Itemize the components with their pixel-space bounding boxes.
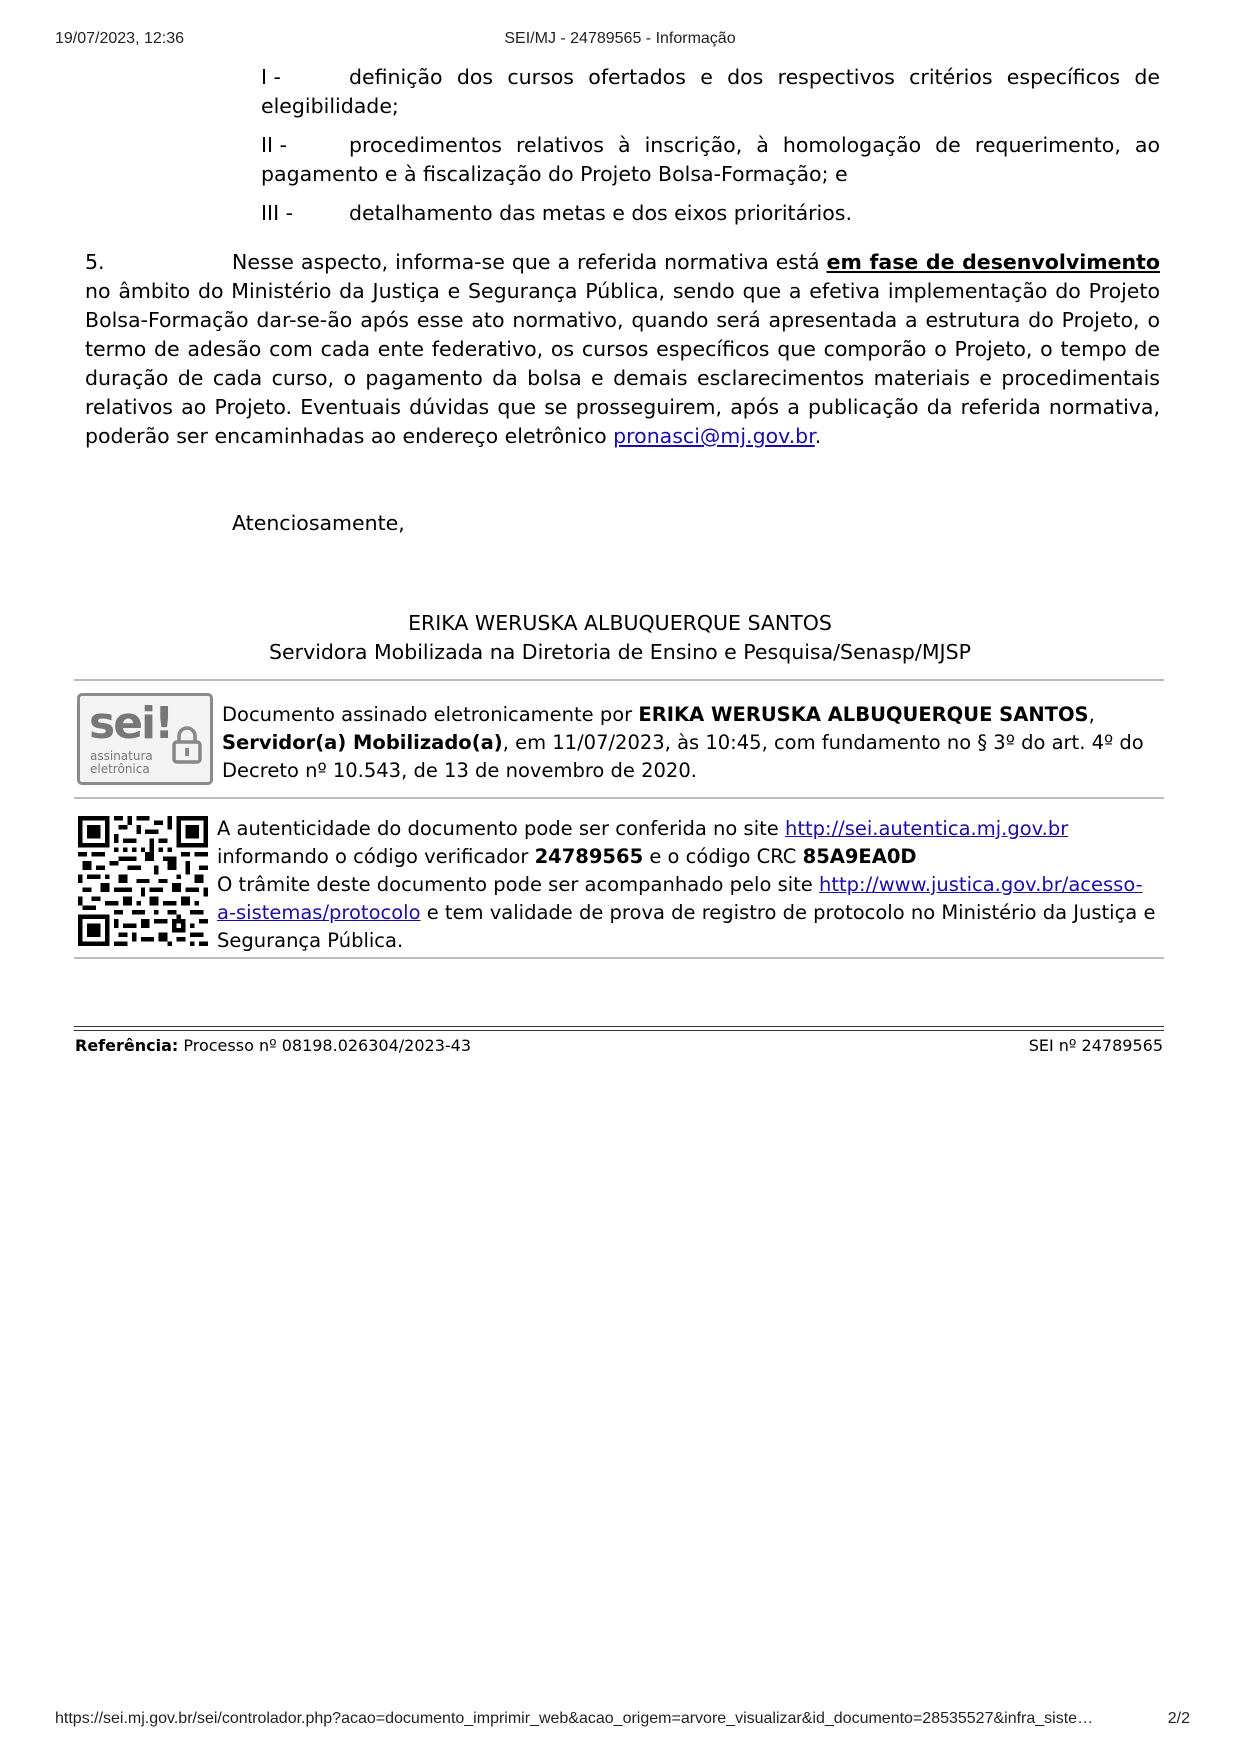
signature-text-part: , — [1088, 703, 1095, 726]
qr-code-icon — [78, 816, 208, 946]
sei-logo-caption — [90, 750, 153, 776]
list-item — [261, 63, 1160, 121]
reference-rule — [74, 1030, 1164, 1031]
divider — [74, 797, 1164, 799]
auth-text — [217, 815, 1161, 955]
print-datetime: 19/07/2023, 12:36 — [55, 30, 185, 47]
sei-logo: sei! — [89, 698, 173, 749]
signer-role: Servidora Mobilizada na Diretoria de Ensino e Pesquisa/Senasp/MJSP — [269, 640, 971, 664]
paragraph-number: 5. — [85, 250, 105, 274]
auth-text-part: e tem validade de prova de registro de protocolo no Ministério da Justiça e Segurança Pública. — [217, 901, 1156, 952]
divider — [74, 679, 1164, 681]
protocol-line — [217, 871, 1161, 955]
sei-number: SEI nº 24789565 — [1028, 1036, 1163, 1055]
list-item — [261, 199, 1160, 228]
reference-rule — [74, 1026, 1164, 1027]
verifier-code: 24789565 — [534, 845, 644, 868]
closing: Atenciosamente, — [232, 511, 405, 535]
sei-caption-line: eletrônica — [90, 762, 150, 776]
signature-text-part: , em 11/07/2023, às 10:45, com fundamento no § 3º do art. 4º do Decreto nº 10.543, de 13 de novembro de 2020. — [222, 731, 1144, 782]
sei-caption-line: assinatura — [90, 749, 153, 763]
item-text: procedimentos relativos à inscrição, à homologação de requerimento, ao pagamento e à fiscalização do Projeto Bolsa-Formação; e — [261, 133, 1160, 186]
item-number: I - — [261, 65, 281, 89]
auth-site-link[interactable]: http://sei.autentica.mj.gov.br — [784, 817, 1069, 840]
item-number: III - — [261, 201, 294, 225]
list-item — [261, 131, 1160, 189]
signer-name: ERIKA WERUSKA ALBUQUERQUE SANTOS — [408, 611, 832, 635]
reference-label: Referência: — [75, 1036, 179, 1055]
paragraph-text: Nesse aspecto, informa-se que a referida normativa está — [232, 250, 827, 274]
auth-text-part: O trâmite deste documento pode ser acompanhado pelo site — [217, 873, 819, 896]
item-text: detalhamento das metas e dos eixos prioritários. — [349, 201, 852, 225]
auth-line — [217, 815, 1161, 871]
email-link[interactable]: pronasci@mj.gov.br — [613, 424, 815, 448]
paragraph-5 — [85, 248, 1160, 451]
item-list — [261, 63, 1160, 228]
page-number: 2/2 — [1167, 1710, 1190, 1727]
crc-code: 85A9EA0D — [802, 845, 917, 868]
item-number: II - — [261, 133, 288, 157]
auth-text-part: informando o código verificador — [217, 845, 535, 868]
sei-stamp — [77, 693, 213, 785]
print-url: https://sei.mj.gov.br/sei/controlador.php?acao=documento_imprimir_web&acao_origem=arvore_visualizar&id_documento=28535527&infra_siste… — [55, 1710, 1094, 1727]
emphasis-text: em fase de desenvolvimento — [826, 250, 1160, 274]
print-title: SEI/MJ - 24789565 - Informação — [504, 30, 736, 47]
signature-text — [222, 701, 1152, 785]
signer-bold: ERIKA WERUSKA ALBUQUERQUE SANTOS — [638, 703, 1089, 726]
protocol-link[interactable]: http://www.justica.gov.br/acesso-a-sistemas/protocolo — [217, 873, 1143, 924]
lock-icon — [172, 726, 202, 764]
signature-text-part: Documento assinado eletronicamente por — [222, 703, 639, 726]
auth-text-part: A autenticidade do documento pode ser conferida no site — [217, 817, 785, 840]
item-text: definição dos cursos ofertados e dos respectivos critérios específicos de elegibilidade; — [261, 65, 1160, 118]
paragraph-text: no âmbito do Ministério da Justiça e Segurança Pública, sendo que a efetiva implementação do Projeto Bolsa-Formação dar-se-ão após esse ato normativo, quando será apresentada a estrutura do Projeto, o termo de adesão com cada ente federativo, os cursos específicos que comporão o Projeto, o tempo de duração de cada curso, o pagamento da bolsa e demais esclarecimentos materiais e procedimentais relativos ao Projeto. Eventuais dúvidas que se prosseguirem, após a publicação da referida normativa, poderão ser encaminhadas ao endereço eletrônico — [85, 279, 1160, 448]
reference-value: Processo nº 08198.026304/2023-43 — [178, 1036, 472, 1055]
paragraph-end: . — [814, 424, 822, 448]
reference — [75, 1036, 471, 1055]
auth-text-part: e o código CRC — [643, 845, 803, 868]
signer-title-bold: Servidor(a) Mobilizado(a) — [222, 731, 503, 754]
divider — [74, 957, 1164, 959]
